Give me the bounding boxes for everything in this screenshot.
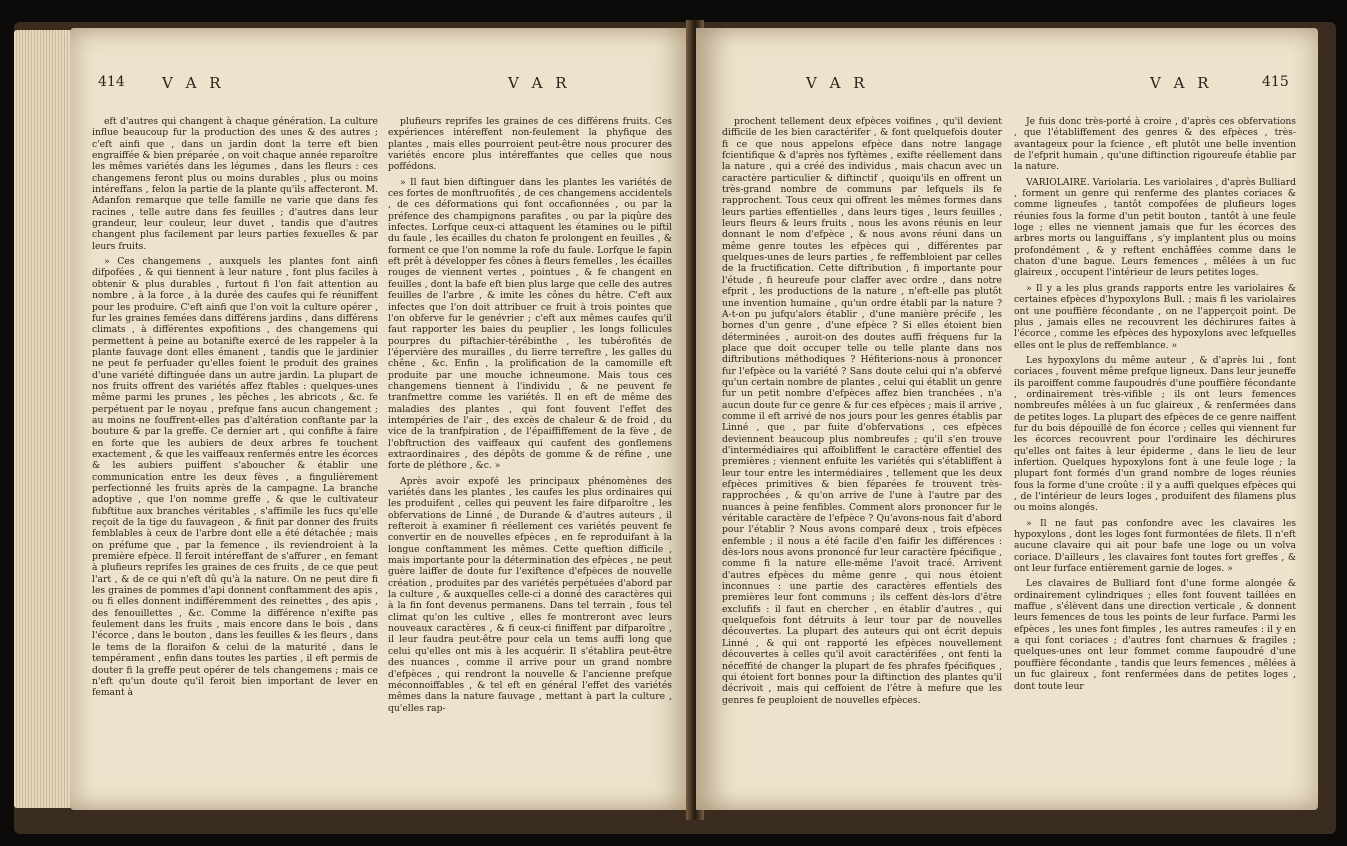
left-page [70, 28, 694, 810]
text-column [92, 116, 378, 776]
paragraph: prochent tellement deux efpèces voifines , qu'il devient difficile de les bien caractérifer , & font quelquefois douter fi ce que nous appelons efpèce dans notre langage fcientifique & d'après nos fyftèmes , exifte réellement dans la nature , qui a créé des individus , mais chacun avec un caractère particulier & diftinctif , quoiqu'ils en offrent un très-grand nombre de communs par lefquels ils fe rapprochent. Tous ceux qui offrent les mêmes formes dans leurs parties effentielles , dans leurs tiges , leurs feuilles , leurs fleurs & leurs fruits , nous les avons réunis en leur donnant le nom d'efpèce , & nous avons réuni dans un même genre toutes les efpèces qui , différentes par quelques-unes de leurs parties , fe reffembloient par celles de la fructification. Cette diftribution , fi importante pour l'étude , fi heureufe pour claffer avec ordre , dans notre efprit , les productions de la nature , n'eft-elle pas plutôt une invention humaine , qu'un ordre établi par la nature ? A-t-on pu jufqu'alors établir , d'une manière précife , les bornes d'un genre , d'une efpèce ? Si elles étoient bien déterminées , auroit-on des doutes auffi fréquens fur la place que doit occuper telle ou telle plante dans nos diftributions méthodiques ? Héfiterions-nous à prononcer fur l'efpèce ou la variété ? Sans doute celui qui n'a obfervé qu'un certain nombre de plantes , celui qui établit un genre fur un petit nombre d'efpèces affez bien tranchées , n'a aucun doute fur ce genre & fur ces efpèces ; mais il arrive , comme il eft arrivé de nos jours pour les genres établis par Linné , que , par fuite d'obfervations , ces efpèces deviennent beaucoup plus nombreufes ; qu'il s'en trouve d'intermédiaires qui affoibliffent le caractère effentiel des premières ; viennent enfuite les variétés qui s'établiffent à leur tour entre les intermédiaires , tellement que les deux efpèces primitives & bien féparées fe trouvent très-rapprochées , & qu'on arrive de l'une à l'autre par des nuances à peine fenfibles. Comment alors prononcer fur le véritable caractère de l'efpèce ? Qu'avons-nous fait d'abord pour l'établir ? Nous avons comparé deux , trois efpèces enfemble ; il nous a été facile d'en faifir les différences : dès-lors nous avons prononcé fur leur caractère fpécifique , comme fi la nature elle-même l'avoit tracé. Arrivent d'autres efpèces du même genre , qui nous étoient inconnues : une partie des caractères effentiels des premières leur font communs ; ils ceffent dès-lors d'être exclufifs : il faut en chercher , en établir d'autres , qui quelquefois font détruits à leur tour par de nouvelles découvertes. La plupart des auteurs qui ont écrit depuis Linné , & qui ont rapporté les efpèces nouvellement découvertes à celles qu'il avoit caractérifées , ont fenti la néceffité de changer la plupart de fes phrafes fpécifiques , qui étoient fort bonnes pour la diftinction des plantes qu'il décrivoit , mais qui ceffoient de l'être à mefure que les genres fe peuploient de nouvelles efpèces. [722, 116, 1002, 706]
paragraph: plufieurs reprifes les graines de ces différens fruits. Ces expériences intéreffent non-feulement la phyfique des plantes , mais elles pourroient peut-être nous procurer des variétés encore plus intéreffantes que celles que nous poffédons. [388, 116, 672, 173]
right-page-header [696, 74, 1318, 96]
page-edges [14, 30, 72, 808]
paragraph: » Il faut bien diftinguer dans les plantes les variétés de ces fortes de monftruofités , de ces changemens accidentels , de ces déformations qui font occafionnées , ou par la préfence des champignons parafites , ou par la piqûre des infectes. Lorfque ceux-ci attaquent les étamines ou le piftil du faule , les écailles du chaton fe prolongent en feuilles , & forment ce que l'on nomme la rofe du faule. Lorfque le fapin eft prêt à développer fes cônes à fleurs femelles , les écailles rouges de viennent vertes , pointues , & fe changent en feuilles , dont la bafe eft bien plus large que celle des autres feuilles de l'arbre , & imite les cônes du hêtre. C'eft aux infectes que l'on doit attribuer ce fruit à trois pointes que l'on obferve fur le genévrier ; c'eft aux mêmes caufes qu'il faut rapporter les baies du peuplier , les longs follicules pourpres du piftachier-térébinthe , les tubérofités de l'épervière des murailles , du lierre terreftre , les galles du chêne , &c. Enfin , la prolification de la camomille eft produite par une mouche ichneumone. Mais tous ces changemens tiennent à l'individu , & ne peuvent fe tranfmettre comme les variétés. Il en eft de même des maladies des plantes , qui font fouvent l'effet des intempéries de l'air , des excès de chaleur & de froid , du vice de la tranfpiration , de l'épaiffiffement de la fève , de l'obftruction des vaiffeaux qui caufent des gonflemens extraordinaires , des dépôts de gomme & de réfine , une forte de pléthore , &c. » [388, 176, 672, 472]
running-head: V A R [162, 74, 225, 92]
paragraph: VARIOLAIRE. Variolaria. Les variolaires , d'après Bulliard , forment un genre qui renferme des plantes coriaces & comme ligneufes , tantôt compofées de plufieurs loges réunies fous la forme d'un petit bouton , tantôt à une feule loge ; elles ne viennent jamais que fur les écorces des arbres morts ou languiffans , s'y implantent plus ou moins profondément , & y reftent enchâffées comme dans le chaton d'une bague. Leurs femences , mêlées à un fuc glaireux , occupent l'intérieur de leurs petites loges. [1014, 176, 1296, 279]
text-column [388, 116, 672, 776]
paragraph: Les hypoxylons du même auteur , & d'après lui , font coriaces , fouvent même prefque ligneux. Dans leur jeuneffe ils paroiffent comme faupoudrés d'une pouffière fécondante , ordinairement très-vifible ; ils ont leurs femences nombreufes mêlées à un fuc glaireux , & renfermées dans de petites loges. La plupart des efpèces de ce genre naiffent fur du bois dépouillé de fon écorce ; celles qui viennent fur les écorces recouvrent pour l'ordinaire les déchirures qu'elles ont faites à leur épiderme , dans le lieu de leur infertion. Quelques hypoxylons font à une feule loge ; la plupart font formés d'un grand nombre de loges réunies fous la forme d'une croûte : il y a auffi quelques efpèces qui , de l'intérieur de leurs loges , produifent des filamens plus ou moins alongés. [1014, 354, 1296, 514]
paragraph: Les clavaires de Bulliard font d'une forme alongée & ordinairement cylindriques ; elles font fouvent taillées en maffue , s'élèvent dans une direction verticale , & donnent leurs femences de tous les points de leur furface. Parmi les efpèces , les unes font fimples , les autres rameufes : il y en a qui font coriaces ; d'autres font charnues & fragiles ; quelques-unes ont leur fommet comme faupoudré d'une pouffière fécondante , tandis que leurs femences , mêlées à un fuc glaireux , font renfermées dans de petites loges , dont toute leur [1014, 578, 1296, 692]
paragraph: » Il y a les plus grands rapports entre les variolaires & certaines efpèces d'hypoxylons Bull. ; mais fi les variolaires ont une pouffière fécondante , on ne l'apperçoit point. De plus , jamais elles ne recouvrent les déchirures faites à l'écorce , comme les efpèces des hypoxylons avec lefquelles elles ont le plus de reffemblance. » [1014, 282, 1296, 351]
text-column [1014, 116, 1296, 776]
text-column [722, 116, 1002, 776]
paragraph: » Il ne faut pas confondre avec les clavaires les hypoxylons , dont les loges font furmontées de filets. Il n'eft aucune clavaire qui ait pour bafe une loge ou un volva coriace. D'ailleurs , les clavaires font toutes fort greffes , & ont leur furface entièrement garnie de loges. » [1014, 517, 1296, 575]
page-number: 415 [1262, 74, 1289, 90]
running-head: V A R [806, 74, 869, 92]
paragraph: eft d'autres qui changent à chaque génération. La culture influe beaucoup fur la production des unes & des autres ; c'eft ainfi que , dans un jardin dont la terre eft bien engraiffée & bien préparée , on voit chaque année reparoître les mêmes variétés dans les légumes , dans les fleurs : ces changemens feront plus ou moins durables , plus ou moins intéreffans , felon la partie de la plante qu'ils affecteront. M. Adanfon remarque que telle famille ne varie que dans fes racines , telle autre dans fes feuilles ; d'autres dans leur grandeur, leur couleur, leur duvet , tandis que d'autres changent plus facilement par leurs parties fexuelles & par leurs fruits. [92, 116, 378, 252]
paragraph: Je fuis donc très-porté à croire , d'après ces obfervations , que l'établiffement des genres & des efpèces , très-avantageux pour la fcience , eft plutôt une belle invention de l'efprit humain , qu'une diftinction rigoureufe établie par la nature. [1014, 116, 1296, 173]
right-page [696, 28, 1318, 810]
page-number: 414 [98, 74, 125, 90]
paragraph: Après avoir expofé les principaux phénomènes des variétés dans les plantes , les caufes les plus ordinaires qui les produifent , celles qui peuvent les faire difparoître , les obfervations de Linné , de Durande & d'autres auteurs , il refteroit à examiner fi réellement ces variétés peuvent fe convertir en de nouvelles efpèces , en fe reproduifant à la longue conftamment les mêmes. Cette queftion difficile , mais importante pour la détermination des efpèces , ne peut guère laiffer de doute fur l'exiftence d'efpèces de nouvelle création , produites par des variétés perpétuées d'abord par la culture , & auxquelles celle-ci a donné des caractères qui à la fin font devenus permanens. Dans tel terrain , fous tel climat qu'on les cultive , elles fe montreront avec leurs nouveaux caractères , & fi ceux-ci finiffent par difparoître , il leur faudra peut-être pour cela un tems auffi long que celui qu'elles ont mis à les acquérir. Il s'établira peut-être des nuances , comme il arrive pour un grand nombre d'efpèces , qui rendront la nouvelle & l'ancienne prefque méconnoiffables , & tel eft en général l'effet des variétés mêmes dans la nature fauvage , mettant à part la culture , qu'elles rap- [388, 475, 672, 714]
paragraph: » Ces changemens , auxquels les plantes font ainfi difpofées , & qui tiennent à leur nature , font plus faciles à obtenir & plus durables , furtout fi l'on fait attention au nombre , à la force , à la durée des caufes qui fe réuniffent pour les produire. C'eft ainfi que l'on voit la culture opérer , fur les graines femées dans différens jardins , dans différens climats , à différentes expofitions , des changemens qui permettent à peine au botanifte exercé de les rappeler à la plante fauvage dont elles émanent , tandis que le jardinier ne peut fe perfuader qu'elles foient le produit des graines d'une variété diftinguée dans un autre jardin. La plupart de nos fruits offrent des variétés affez ftables : quelques-unes même parmi les prunes , les pêches , les abricots , &c. fe perpétuent par le noyau , prefque fans aucun changement ; au moins ne fouffrent-elles pas d'altération conftante par la bouture & par la greffe. Ce dernier art , qui confifte à faire en forte que les aubiers de deux arbres fe touchent exactement , & que les vaiffeaux renfermés entre les écorces & les aubiers puiffent s'aboucher & établir une communication entre les deux fèves , a fingulièrement perfectionné les fruits après de la campagne. La branche adoptive , que l'on nomme greffe , & que le cultivateur fubftitue aux branches véritables , s'affimile les fucs qu'elle reçoit de la tige du fauvageon , & finit par donner des fruits femblables à ceux de l'arbre dont elle a été détachée ; mais on préfume que , par la femence , ils reviendroient à la première efpèce. Il feroit intéreffant de s'affurer , en femant à plufieurs reprifes les graines de ces fruits , de ce que peut l'art , & de ce qui n'eft dû qu'à la nature. On ne peut dire fi les graines de pommes d'api donnent conftamment des apis , ou fi elles donnent indifféremment des reinettes , des apis , des fenouillettes , &c. Comme la différence n'exifte pas feulement dans les fruits , mais encore dans le bois , dans l'écorce , dans le bouton , dans les feuilles & les fleurs , dans le tems de la floraifon & celui de la maturité , dans le tempérament , enfin dans toutes les parties , il eft permis de douter fi la greffe peut opérer de tels changemens ; mais ce n'eft qu'un doute qu'il feroit bien important de lever en femant à [92, 256, 378, 699]
running-head: V A R [508, 74, 571, 92]
left-page-header [70, 74, 694, 96]
running-head: V A R [1150, 74, 1213, 92]
